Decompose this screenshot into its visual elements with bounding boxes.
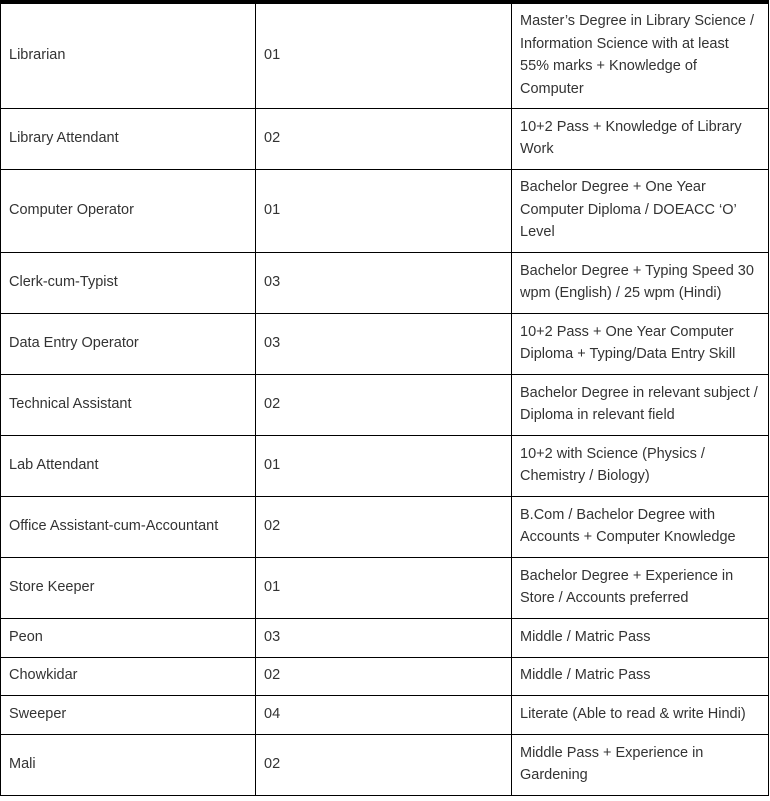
- table-row: [1, 618, 769, 657]
- qualification-cell: B.Com / Bachelor Degree with Accounts + Computer Knowledge: [512, 496, 769, 557]
- post-name-cell: Data Entry Operator: [1, 313, 256, 374]
- table-row: [1, 435, 769, 496]
- post-count-cell: 02: [256, 657, 512, 695]
- post-count-cell: 04: [256, 695, 512, 734]
- post-name-cell: Sweeper: [1, 695, 256, 734]
- post-name-cell: Mali: [1, 734, 256, 795]
- qualification-cell: Bachelor Degree in relevant subject / Diploma in relevant field: [512, 374, 769, 435]
- post-name-cell: Library Attendant: [1, 108, 256, 169]
- post-count-cell: 01: [256, 435, 512, 496]
- post-name-cell: Peon: [1, 618, 256, 657]
- qualification-cell: 10+2 Pass + One Year Computer Diploma + Typing/Data Entry Skill: [512, 313, 769, 374]
- post-name-cell: Lab Attendant: [1, 435, 256, 496]
- post-count-cell: 03: [256, 618, 512, 657]
- post-count-cell: 03: [256, 252, 512, 313]
- vacancy-table-body: [1, 2, 769, 795]
- table-row: [1, 313, 769, 374]
- post-count-cell: 02: [256, 108, 512, 169]
- qualification-cell: Middle / Matric Pass: [512, 618, 769, 657]
- qualification-cell: Bachelor Degree + One Year Computer Diploma / DOEACC ‘O’ Level: [512, 169, 769, 252]
- table-row: [1, 734, 769, 795]
- qualification-cell: Bachelor Degree + Experience in Store / Accounts preferred: [512, 557, 769, 618]
- table-row: [1, 108, 769, 169]
- qualification-cell: Middle Pass + Experience in Gardening: [512, 734, 769, 795]
- qualification-cell: Middle / Matric Pass: [512, 657, 769, 695]
- post-count-cell: 02: [256, 496, 512, 557]
- post-count-cell: 01: [256, 557, 512, 618]
- qualification-cell: 10+2 Pass + Knowledge of Library Work: [512, 108, 769, 169]
- table-row: [1, 374, 769, 435]
- post-name-cell: Technical Assistant: [1, 374, 256, 435]
- post-name-cell: Office Assistant-cum-Accountant: [1, 496, 256, 557]
- qualification-cell: Master’s Degree in Library Science / Information Science with at least 55% marks + Knowledge of Computer: [512, 2, 769, 108]
- qualification-cell: Bachelor Degree + Typing Speed 30 wpm (English) / 25 wpm (Hindi): [512, 252, 769, 313]
- table-row: [1, 252, 769, 313]
- table-row: [1, 496, 769, 557]
- post-count-cell: 01: [256, 169, 512, 252]
- post-name-cell: Store Keeper: [1, 557, 256, 618]
- post-count-cell: 03: [256, 313, 512, 374]
- table-row: [1, 657, 769, 695]
- table-row: [1, 2, 769, 108]
- post-count-cell: 02: [256, 734, 512, 795]
- table-row: [1, 169, 769, 252]
- post-name-cell: Librarian: [1, 2, 256, 108]
- post-count-cell: 01: [256, 2, 512, 108]
- post-name-cell: Clerk-cum-Typist: [1, 252, 256, 313]
- qualification-cell: Literate (Able to read & write Hindi): [512, 695, 769, 734]
- qualification-cell: 10+2 with Science (Physics / Chemistry / Biology): [512, 435, 769, 496]
- table-row: [1, 557, 769, 618]
- post-name-cell: Chowkidar: [1, 657, 256, 695]
- table-row: [1, 695, 769, 734]
- post-name-cell: Computer Operator: [1, 169, 256, 252]
- post-count-cell: 02: [256, 374, 512, 435]
